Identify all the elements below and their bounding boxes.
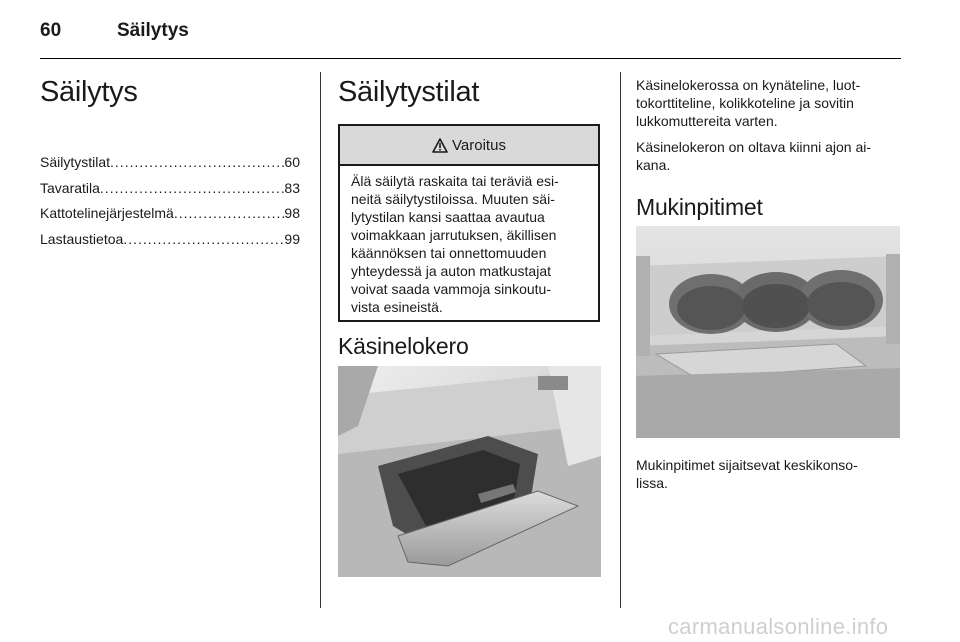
- toc-entry-label: Säilytystilat: [40, 154, 111, 170]
- warning-text-line: voimakkaan jarrutuksen, äkillisen: [351, 227, 557, 243]
- chapter-title: Säilytys: [40, 76, 138, 108]
- toc-leader-dots: [100, 176, 285, 202]
- toc-leader-dots: [110, 150, 284, 176]
- paragraph-glovebox-closed: [636, 138, 902, 174]
- toc-entry-page: 98: [284, 205, 300, 221]
- warning-box: [338, 124, 600, 322]
- subsection-title-cupholders: Mukinpitimet: [636, 194, 763, 220]
- toc-entry[interactable]: [40, 227, 300, 253]
- warning-text-line: lytystilan kansi saattaa avautua: [351, 209, 545, 225]
- toc-entry-label: Kattotelinejärjestelmä: [40, 205, 174, 221]
- warning-text-line: yhteydessä ja auton matkustajat: [351, 263, 552, 279]
- text-line: lissa.: [636, 475, 668, 491]
- toc-entry-label: Lastaustietoa: [40, 230, 124, 247]
- warning-heading: Varoitus: [452, 136, 506, 154]
- subsection-title-glovebox: Käsinelokero: [338, 333, 469, 359]
- text-line: Käsinelokeron on oltava kiinni ajon ai-: [636, 139, 872, 155]
- running-header: Säilytys: [117, 20, 189, 41]
- warning-header: [340, 126, 598, 166]
- text-line: Käsinelokerossa on kynäteline, luot-: [636, 77, 861, 93]
- warning-text-line: käännöksen tai onnettomuuden: [351, 245, 547, 261]
- toc-entry[interactable]: [40, 201, 300, 227]
- warning-text-line: voivat saada vammoja sinkoutu-: [351, 281, 551, 297]
- text-line: tokorttiteline, kolikkoteline ja sovitin: [636, 95, 854, 111]
- paragraph-glovebox-contents: [636, 76, 902, 130]
- toc-entry[interactable]: [40, 176, 300, 202]
- toc-entry-label: Tavaratila: [40, 179, 100, 196]
- toc-entry-page: 60: [284, 154, 300, 170]
- text-line: lukkomuttereita varten.: [636, 113, 778, 129]
- toc-leader-dots: [174, 201, 285, 227]
- warning-text-line: neitä säilytystiloissa. Muuten säi-: [351, 191, 555, 207]
- header-rule: [40, 58, 901, 59]
- cupholder-illustration: [636, 226, 900, 438]
- warning-text: [340, 166, 598, 316]
- toc-entry-page: 83: [284, 179, 300, 196]
- column-divider-right: [620, 72, 621, 608]
- warning-text-line: Älä säilytä raskaita tai teräviä esi-: [351, 173, 559, 189]
- page-number: 60: [40, 20, 62, 41]
- toc-entry-page: 99: [284, 230, 300, 247]
- warning-triangle-icon: [432, 138, 448, 153]
- paragraph-cupholders: [636, 456, 902, 492]
- section-title: Säilytystilat: [338, 76, 480, 108]
- glovebox-illustration: [338, 366, 601, 577]
- toc-leader-dots: [123, 227, 284, 253]
- text-line: kana.: [636, 157, 671, 173]
- table-of-contents: [40, 150, 300, 252]
- text-line: Mukinpitimet sijaitsevat keskikonso-: [636, 457, 858, 473]
- column-divider-left: [320, 72, 321, 608]
- warning-text-line: vista esineistä.: [351, 299, 443, 315]
- toc-entry[interactable]: [40, 150, 300, 176]
- watermark: carmanualsonline.info: [668, 614, 889, 639]
